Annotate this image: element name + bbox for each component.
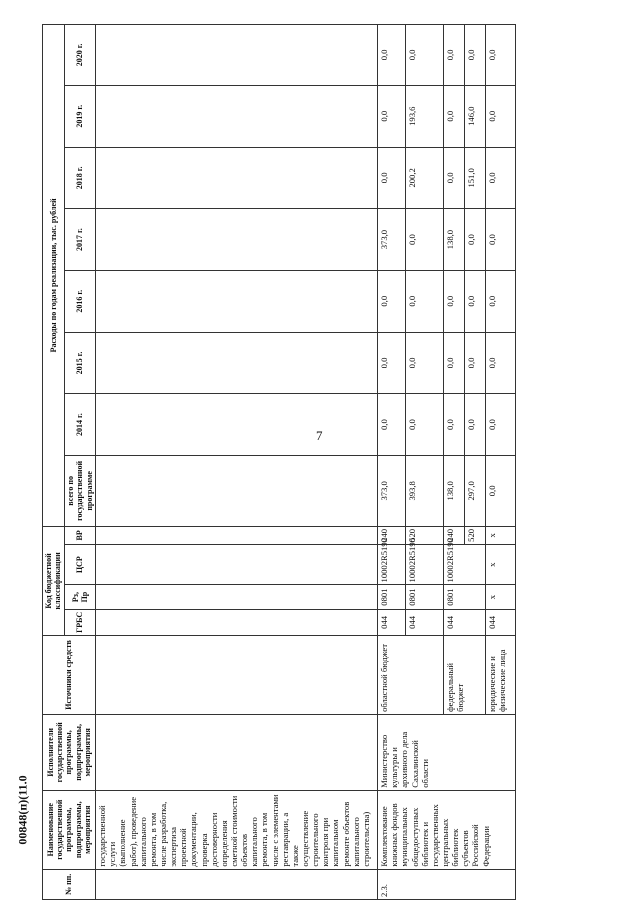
cell-2015: 0,0 xyxy=(406,332,444,394)
cell-grbs: 044 xyxy=(406,609,444,635)
cell-2019: 0,0 xyxy=(444,85,465,147)
cell-2015: 0,0 xyxy=(378,332,406,394)
cell-2019: 0,0 xyxy=(378,85,406,147)
cell-csr: 10002R5190 xyxy=(378,545,406,585)
cell-name: Комплектование книжных фондов муниципальных общедоступных библиотек и государственных центральных библиотек субъектов Российской Федерации xyxy=(378,790,516,869)
col-header-2020: 2020 г. xyxy=(64,25,95,86)
col-header-grbs: ГРБС xyxy=(64,609,95,635)
col-header-2014: 2014 г. xyxy=(64,394,95,456)
col-header-rzpr: Рз, Пр xyxy=(64,585,95,609)
cell-2016: 0,0 xyxy=(465,270,486,332)
cell-2016: 0,0 xyxy=(444,270,465,332)
cell-2014: 0,0 xyxy=(444,394,465,456)
cell-2019: 193,6 xyxy=(406,85,444,147)
cell-source: областной бюджет xyxy=(378,636,444,715)
cell-2018: 151,0 xyxy=(465,147,486,209)
col-header-2018: 2018 г. xyxy=(64,147,95,209)
cell-2017: 0,0 xyxy=(406,209,444,271)
cell-total: 393,8 xyxy=(406,455,444,526)
cell-vr: 520 xyxy=(406,526,444,544)
cell-source: юридические и физические лица xyxy=(486,636,516,715)
document-page xyxy=(42,24,626,900)
cell-2018: 0,0 xyxy=(378,147,406,209)
col-header-2015: 2015 г. xyxy=(64,332,95,394)
cell-total: 0,0 xyxy=(486,455,516,526)
cell-rzpr: 0801 xyxy=(378,585,406,609)
col-header-2019: 2019 г. xyxy=(64,85,95,147)
cell-2017: 0,0 xyxy=(486,209,516,271)
cell-2014: 0,0 xyxy=(378,394,406,456)
document-code: 00848(п)(11.0 xyxy=(15,775,30,845)
col-header-total: всего по государственной программе xyxy=(64,455,95,526)
col-header-executor: Исполнители государственной программы, подпрограммы, мероприятия xyxy=(43,714,96,790)
cell-2014: 0,0 xyxy=(406,394,444,456)
cell-source: федеральный бюджет xyxy=(444,636,486,715)
col-header-kbk: Код бюджетной классификации xyxy=(43,526,65,635)
cell-grbs: 044 xyxy=(486,609,516,635)
cell-2020: 0,0 xyxy=(486,25,516,86)
col-header-num: № пп. xyxy=(43,869,96,899)
cell-2016: 0,0 xyxy=(486,270,516,332)
cell-csr: 10002R5190 xyxy=(444,545,486,585)
cell-2020: 0,0 xyxy=(465,25,486,86)
cell-vr: x xyxy=(486,526,516,544)
cell-2018: 200,2 xyxy=(406,147,444,209)
budget-table xyxy=(42,24,516,900)
cell-name: государственной услуги (выполнение работ), проведение капитального ремонта, в том числе разработка, экспертиза проектной документации, проверка достоверности определения сметной стоимости объектов капитального ремонта, в том числе с элементами реставрации, а также осуществление строительного контроля при капитальном ремонте объектов капитального строительства) xyxy=(96,790,378,869)
cell-vr: 240 xyxy=(378,526,406,544)
cell-2015: 0,0 xyxy=(465,332,486,394)
cell-2020: 0,0 xyxy=(444,25,465,86)
cell-vr: 520 xyxy=(465,526,486,544)
cell-total: 138,0 xyxy=(444,455,465,526)
cell-total: 373,0 xyxy=(378,455,406,526)
col-header-source: Источники средств xyxy=(43,636,96,715)
col-header-2017: 2017 г. xyxy=(64,209,95,271)
cell-2014: 0,0 xyxy=(465,394,486,456)
cell-2018: 0,0 xyxy=(444,147,465,209)
cell-grbs: 044 xyxy=(378,609,406,635)
cell-rzpr: 0801 xyxy=(406,585,444,609)
col-header-name: Наименование государственной программы, подпрограммы, мероприятия xyxy=(43,790,96,869)
cell-num: 2.3. xyxy=(378,869,516,899)
col-header-csr: ЦСР xyxy=(64,545,95,585)
col-header-spend: Расходы по годам реализации, тыс. рублей xyxy=(43,25,65,527)
cell-csr: 10002R5190 xyxy=(406,545,444,585)
cell-2017: 0,0 xyxy=(465,209,486,271)
cell-2016: 0,0 xyxy=(378,270,406,332)
cell-2015: 0,0 xyxy=(486,332,516,394)
cell-rzpr: 0801 xyxy=(444,585,486,609)
cell-grbs: 044 xyxy=(444,609,486,635)
cell-2019: 0,0 xyxy=(486,85,516,147)
col-header-vr: ВР xyxy=(64,526,95,544)
cell-vr: 240 xyxy=(444,526,465,544)
cell-2017: 138,0 xyxy=(444,209,465,271)
cell-2014: 0,0 xyxy=(486,394,516,456)
col-header-2016: 2016 г. xyxy=(64,270,95,332)
cell-2016: 0,0 xyxy=(406,270,444,332)
cell-total: 297,0 xyxy=(465,455,486,526)
cell-rzpr: x xyxy=(486,585,516,609)
cell-2017: 373,0 xyxy=(378,209,406,271)
cell-executor: Министерство культуры и архивного дела Сахалинской области xyxy=(378,714,516,790)
cell-2018: 0,0 xyxy=(486,147,516,209)
cell-csr: x xyxy=(486,545,516,585)
table-row xyxy=(378,25,406,900)
rotated-table-wrapper xyxy=(42,24,626,900)
page-number: 7 xyxy=(316,428,323,443)
cell-2020: 0,0 xyxy=(378,25,406,86)
cell-2015: 0,0 xyxy=(444,332,465,394)
table-row xyxy=(96,25,378,900)
cell-2019: 146,0 xyxy=(465,85,486,147)
cell-2020: 0,0 xyxy=(406,25,444,86)
